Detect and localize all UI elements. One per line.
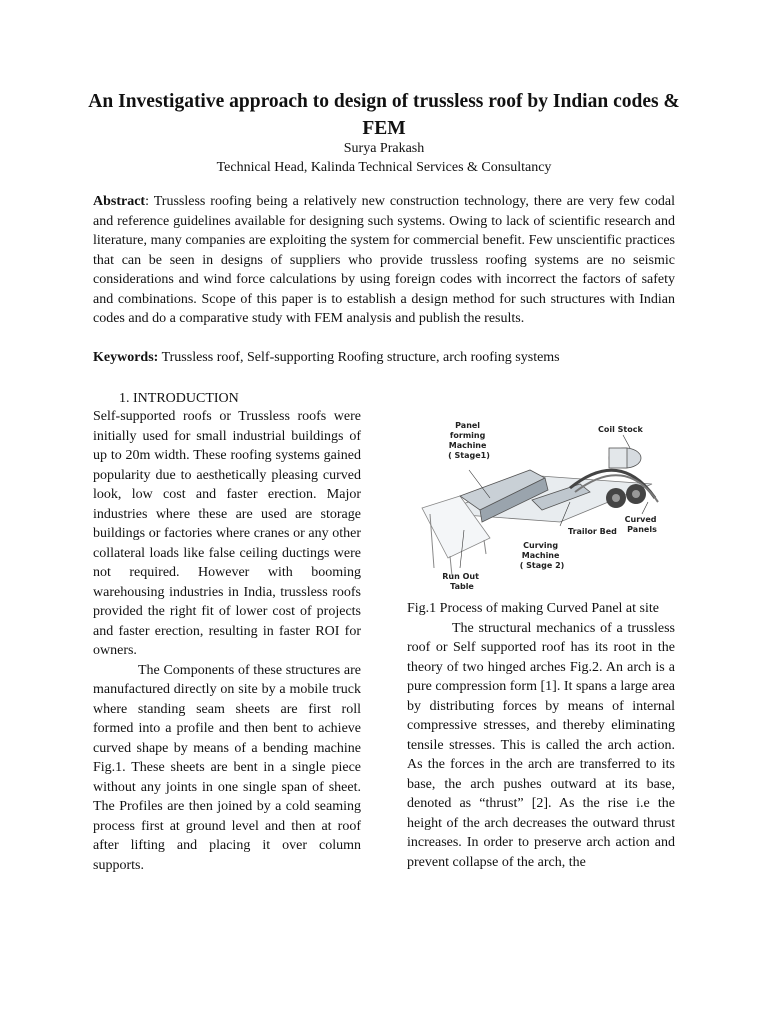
table-leg	[484, 540, 486, 554]
coil-stock-body	[609, 448, 627, 468]
keywords	[93, 348, 675, 368]
left-column	[93, 407, 361, 875]
figure-illustration	[420, 418, 670, 596]
keywords-text: Trussless roof, Self-supporting Roofing structure, arch roofing systems	[158, 350, 560, 365]
section-heading-introduction: 1. INTRODUCTION	[119, 391, 239, 406]
author-name: Surya Prakash	[343, 141, 425, 156]
figure-caption: Fig.1 Process of making Curved Panel at site	[407, 601, 659, 616]
label-trailor-bed: Trailor Bed	[568, 527, 617, 536]
trailer-wheel-hub	[632, 490, 640, 498]
abstract	[93, 192, 675, 329]
author-affiliation: Technical Head, Kalinda Technical Services & Consultancy	[216, 160, 552, 175]
intro-paragraph-1: Self-supported roofs or Trussless roofs were initially used for small industrial buildings of up to 20m width. These roofing systems gained popularity due to aesthetically pleasing curved look, low cost and faster erection. Major industries where these are used are storage buildings or factories where cranes or any other collateral loads like false ceiling ductings were not required. However with booming warehousing industries in India, trussless roofs provided the right fit of lower cost of projects and faster erection, resulting in faster ROI for owners.	[93, 409, 361, 658]
abstract-text: : Trussless roofing being a relatively new construction technology, there are very few codal and reference guidelines available for designing such systems. Owing to lack of scientific research and literature, many companies are exploiting the system for commercial benefit. Few unscientific practices that can be seen in designs of suppliers who provide trussless roofing systems are no seismic considerations and wind force calculations by using foreign codes with incorrect the factors of safety and combinations. Scope of this paper is to establish a design method for such structures with Indian codes and do a comparative study with FEM analysis and publish the results.	[93, 194, 675, 326]
label-coil-stock: Coil Stock	[598, 425, 643, 434]
abstract-label: Abstract	[93, 194, 146, 209]
intro-paragraph-3: The structural mechanics of a trussless roof or Self supported roof has its root in the theory of two hinged arches Fig.2. An arch is a pure compression form [1]. It spans a large area by distributing forces by means of internal compressive stresses, and thereby eliminating tensile stresses. This is called the arch action. As the forces in the arch are transferred to its base, the arch pushes outward at its base, denoted as “thrust” [2]. As the rise i.e the height of the arch decreases the outward thrust increases. In order to preserve arch action and prevent collapse of the arch, the	[407, 620, 675, 870]
label-curving-machine: Curving Machine ( Stage 2)	[519, 541, 565, 570]
paper-title: An Investigative approach to design of trussless roof by Indian codes & FEM	[88, 91, 680, 139]
figure-curved-panel-process	[420, 418, 670, 596]
keywords-label: Keywords:	[93, 350, 159, 365]
intro-paragraph-2: The Components of these structures are manufactured directly on site by a mobile truck where standing seam sheets are first roll formed into a profile and then bent to achieve curved shape by means of a bending machine Fig.1. These sheets are bent in a single piece without any joints in one single span of sheet. The Profiles are then joined by a cold seaming process first at ground level and then at roof after lifting and placing it over column supports.	[93, 662, 361, 873]
right-column	[407, 599, 675, 872]
label-run-out-table: Run Out Table	[442, 572, 479, 591]
label-curved-panels: Curved Panels	[624, 515, 657, 534]
trailer-wheel-hub	[612, 494, 620, 502]
label-panel-forming-machine: Panel forming Machine ( Stage1)	[448, 421, 490, 460]
leader-line	[623, 435, 630, 448]
leader-line	[642, 502, 648, 514]
